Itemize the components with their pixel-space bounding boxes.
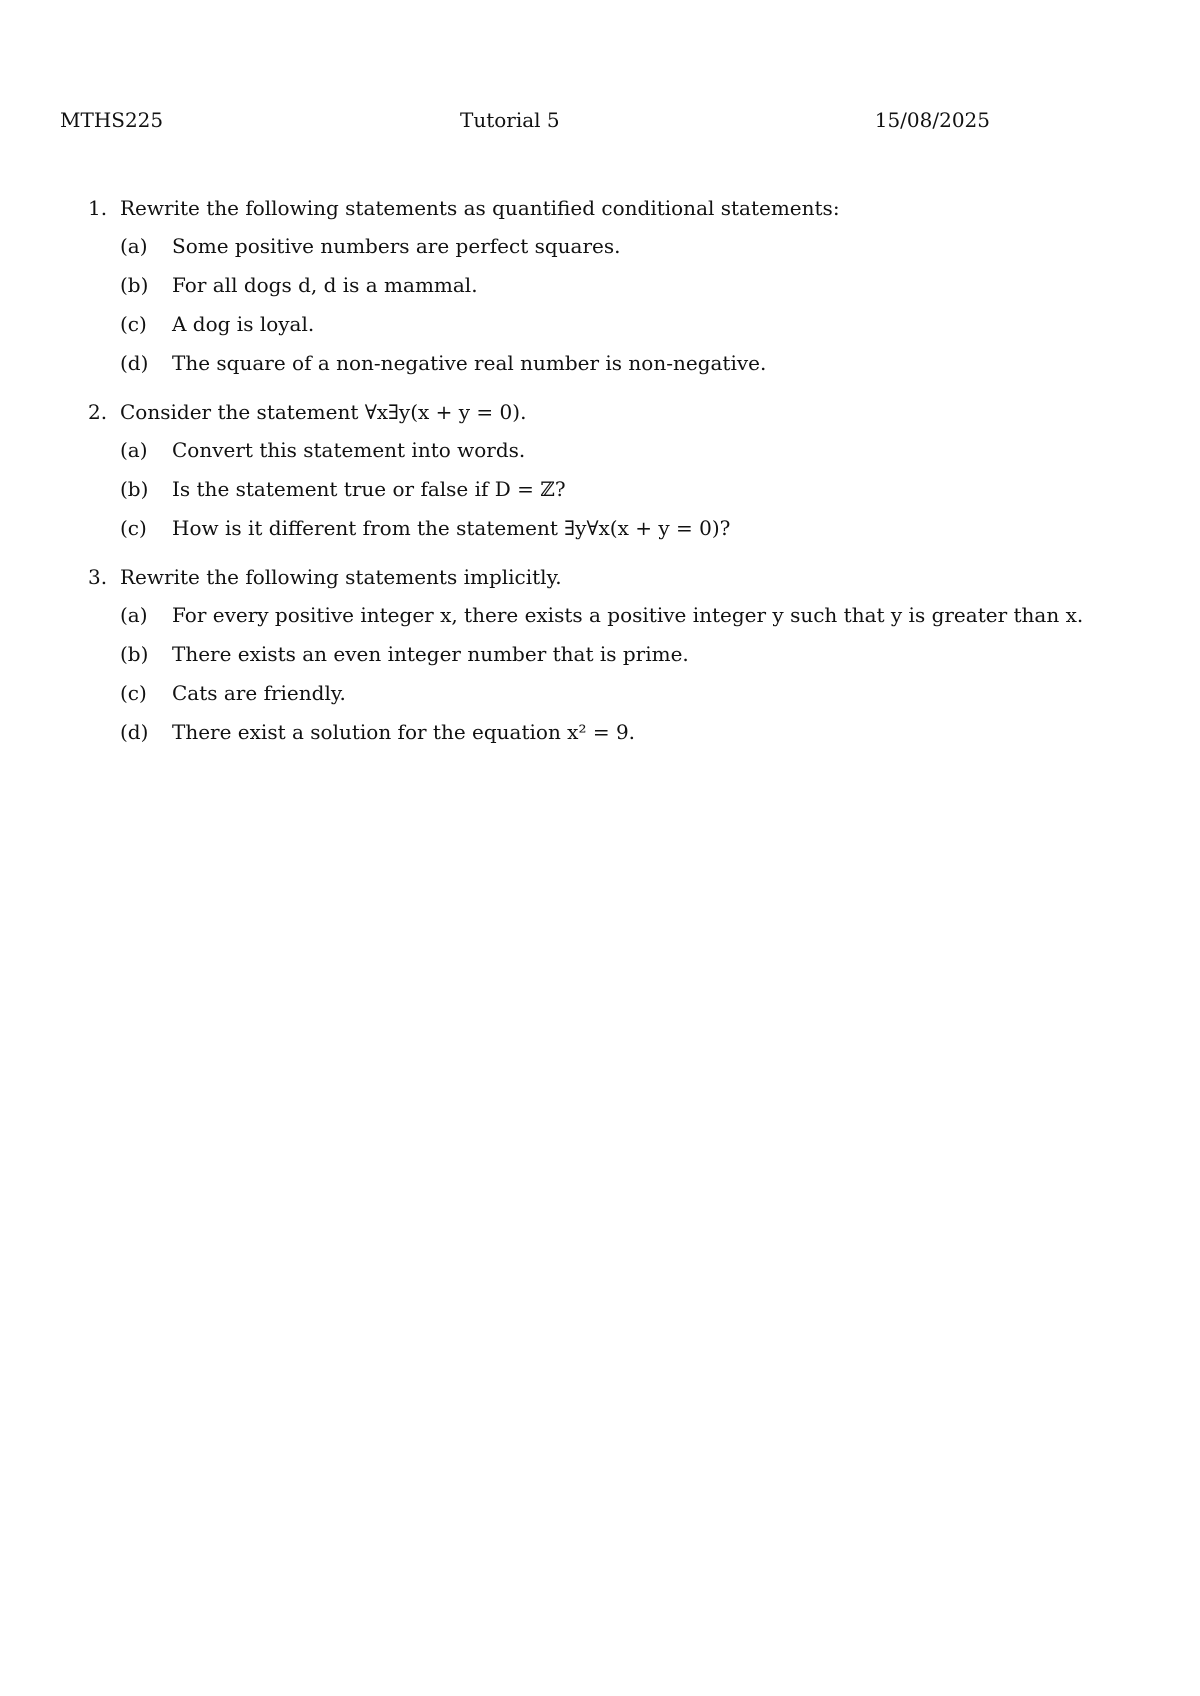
part-label: (c)	[120, 681, 147, 705]
question-2-part-a	[120, 436, 1168, 464]
part-label: (c)	[120, 516, 147, 540]
course-code: MTHS225	[60, 108, 164, 132]
part-label: (a)	[120, 603, 148, 627]
question-3	[88, 563, 1168, 746]
question-number: 2.	[88, 400, 108, 424]
part-text: There exist a solution for the equation x² = 9.	[172, 720, 636, 744]
tutorial-date: 15/08/2025	[874, 108, 990, 132]
question-2-part-b	[120, 475, 1168, 503]
part-text: For all dogs d, d is a mammal.	[172, 273, 478, 297]
part-text: The square of a non-negative real number is non-negative.	[172, 351, 767, 375]
part-label: (b)	[120, 477, 149, 501]
question-number: 3.	[88, 565, 108, 589]
part-text: For every positive integer x, there exists a positive integer y such that y is greater than x.	[172, 603, 1084, 627]
part-label: (c)	[120, 312, 147, 336]
question-1-part-b	[120, 271, 1168, 299]
question-1	[88, 194, 1168, 377]
question-3-part-d	[120, 718, 1168, 746]
part-text: Some positive numbers are perfect squares.	[172, 234, 621, 258]
page-header	[60, 108, 990, 136]
part-label: (d)	[120, 720, 149, 744]
question-text: Rewrite the following statements implicitly.	[120, 565, 562, 589]
part-label: (a)	[120, 234, 148, 258]
question-3-part-a	[120, 601, 1168, 629]
part-text: A dog is loyal.	[172, 312, 315, 336]
question-2-part-c	[120, 514, 1168, 542]
part-label: (a)	[120, 438, 148, 462]
part-text: How is it different from the statement ∃y∀x(x + y = 0)?	[172, 516, 731, 540]
question-3-part-c	[120, 679, 1168, 707]
part-text: Cats are friendly.	[172, 681, 346, 705]
question-3-part-b	[120, 640, 1168, 668]
question-list	[88, 194, 1168, 767]
part-label: (b)	[120, 642, 149, 666]
part-text: Is the statement true or false if D = ℤ?	[172, 477, 566, 501]
question-1-part-c	[120, 310, 1168, 338]
question-1-part-d	[120, 349, 1168, 377]
question-text: Consider the statement ∀x∃y(x + y = 0).	[120, 400, 527, 424]
question-number: 1.	[88, 196, 108, 220]
part-label: (d)	[120, 351, 149, 375]
question-2	[88, 398, 1168, 542]
question-1-part-a	[120, 232, 1168, 260]
question-text: Rewrite the following statements as quantified conditional statements:	[120, 196, 840, 220]
part-text: There exists an even integer number that is prime.	[172, 642, 689, 666]
part-text: Convert this statement into words.	[172, 438, 526, 462]
tutorial-title: Tutorial 5	[460, 108, 560, 132]
part-label: (b)	[120, 273, 149, 297]
